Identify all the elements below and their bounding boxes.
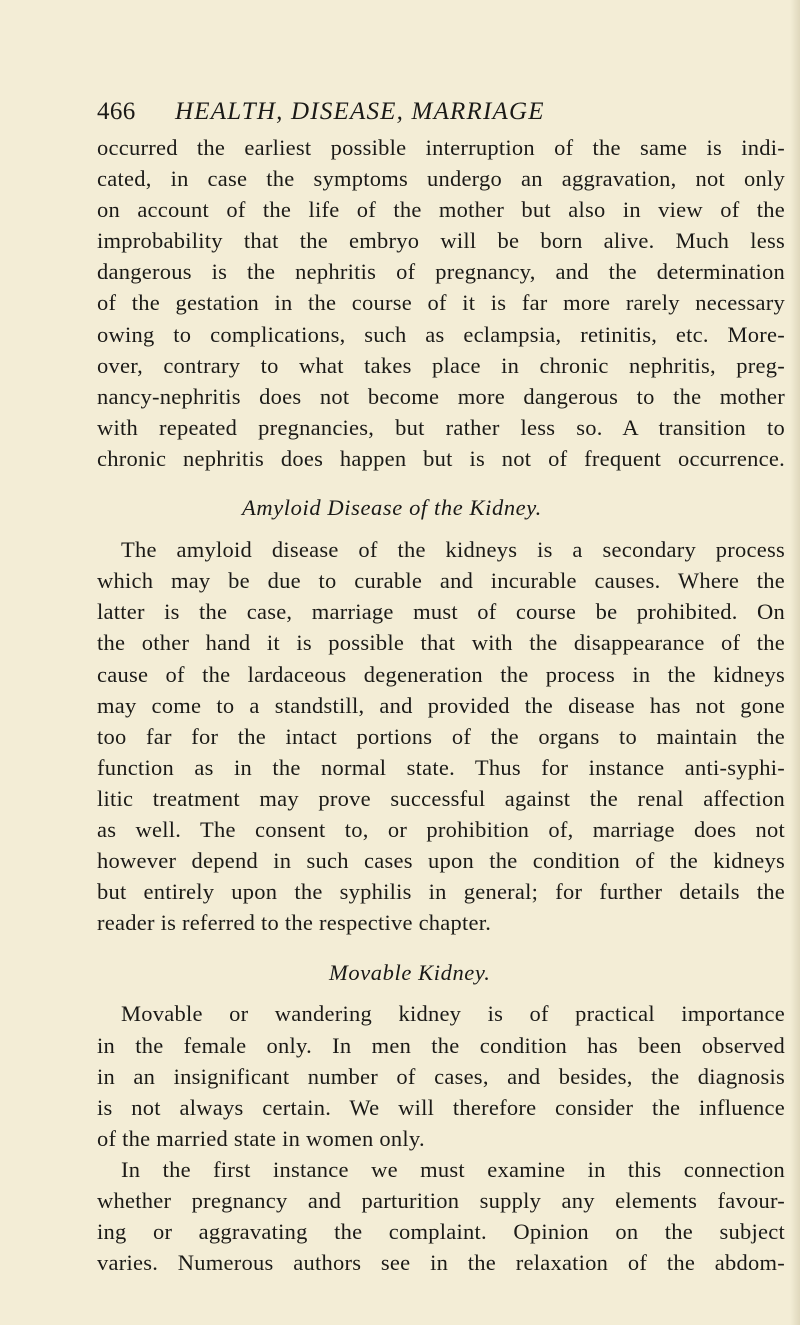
paragraph-pregnancy-influence	[97, 1154, 785, 1278]
text-line: The amyloid disease of the kidneys is a secondary process	[121, 537, 785, 563]
text-line: on account of the life of the mother but also in view of the	[97, 197, 785, 223]
page-edge-shadow	[790, 0, 800, 1325]
text-line: varies. Numerous authors see in the relaxation of the abdom-	[97, 1250, 785, 1276]
text-line: owing to complications, such as eclampsia, retinitis, etc. More-	[97, 321, 785, 347]
text-line: nancy-nephritis does not become more dangerous to the mother	[97, 383, 785, 409]
text-line: of the gestation in the course of it is far more rarely necessary	[97, 290, 785, 316]
section-heading-amyloid-disease: Amyloid Disease of the Kidney.	[242, 495, 542, 521]
text-line: in an insignificant number of cases, and besides, the diagnosis	[97, 1063, 785, 1089]
text-line: over, contrary to what takes place in chronic nephritis, preg-	[97, 352, 785, 378]
running-head	[97, 92, 785, 132]
text-line: dangerous is the nephritis of pregnancy, and the determination	[97, 259, 785, 285]
text-line: reader is referred to the respective chapter.	[97, 910, 492, 936]
text-line: chronic nephritis does happen but is not of frequent occurrence.	[97, 445, 785, 471]
text-line: occurred the earliest possible interruption of the same is indi-	[97, 135, 785, 160]
running-title: HEALTH, DISEASE, MARRIAGE	[175, 98, 545, 125]
section-heading-movable-kidney: Movable Kidney.	[329, 960, 491, 986]
text-line: cated, in case the symptoms undergo an aggravation, not only	[97, 166, 785, 192]
paragraph-amyloid-disease	[97, 534, 785, 938]
text-line: litic treatment may prove successful against the renal affection	[97, 785, 785, 811]
text-line: in the female only. In men the condition has been observed	[97, 1032, 785, 1058]
text-line: improbability that the embryo will be born alive. Much less	[97, 228, 785, 254]
text-line: is not always certain. We will therefore consider the influence	[97, 1094, 785, 1120]
text-line: latter is the case, marriage must of course be prohibited. On	[97, 599, 785, 625]
text-line: function as in the normal state. Thus for instance anti-syphi-	[97, 754, 785, 780]
text-line: In the first instance we must examine in this connection	[121, 1156, 785, 1182]
text-line: may come to a standstill, and provided the disease has not gone	[97, 692, 785, 718]
text-line: the other hand it is possible that with the disappearance of the	[97, 630, 785, 656]
text-line: of the married state in women only.	[97, 1125, 425, 1151]
paragraph-nephritis-of-pregnancy	[97, 132, 785, 474]
text-line: whether pregnancy and parturition supply any elements favour-	[97, 1188, 785, 1213]
text-line: but entirely upon the syphilis in general; for further details the	[97, 879, 785, 905]
text-line: as well. The consent to, or prohibition of, marriage does not	[97, 816, 785, 842]
text-line: too far for the intact portions of the organs to maintain the	[97, 723, 785, 749]
page-number: 466	[97, 98, 136, 125]
text-line: cause of the lardaceous degeneration the process in the kidneys	[97, 661, 785, 687]
book-page	[97, 92, 785, 1278]
text-line: ing or aggravating the complaint. Opinion on the subject	[97, 1219, 785, 1245]
text-line: however depend in such cases upon the condition of the kidneys	[97, 848, 785, 874]
text-line: Movable or wandering kidney is of practical importance	[121, 1001, 785, 1027]
paragraph-movable-kidney	[97, 998, 785, 1153]
text-line: which may be due to curable and incurable causes. Where the	[97, 568, 785, 594]
text-line: with repeated pregnancies, but rather less so. A transition to	[97, 414, 785, 440]
